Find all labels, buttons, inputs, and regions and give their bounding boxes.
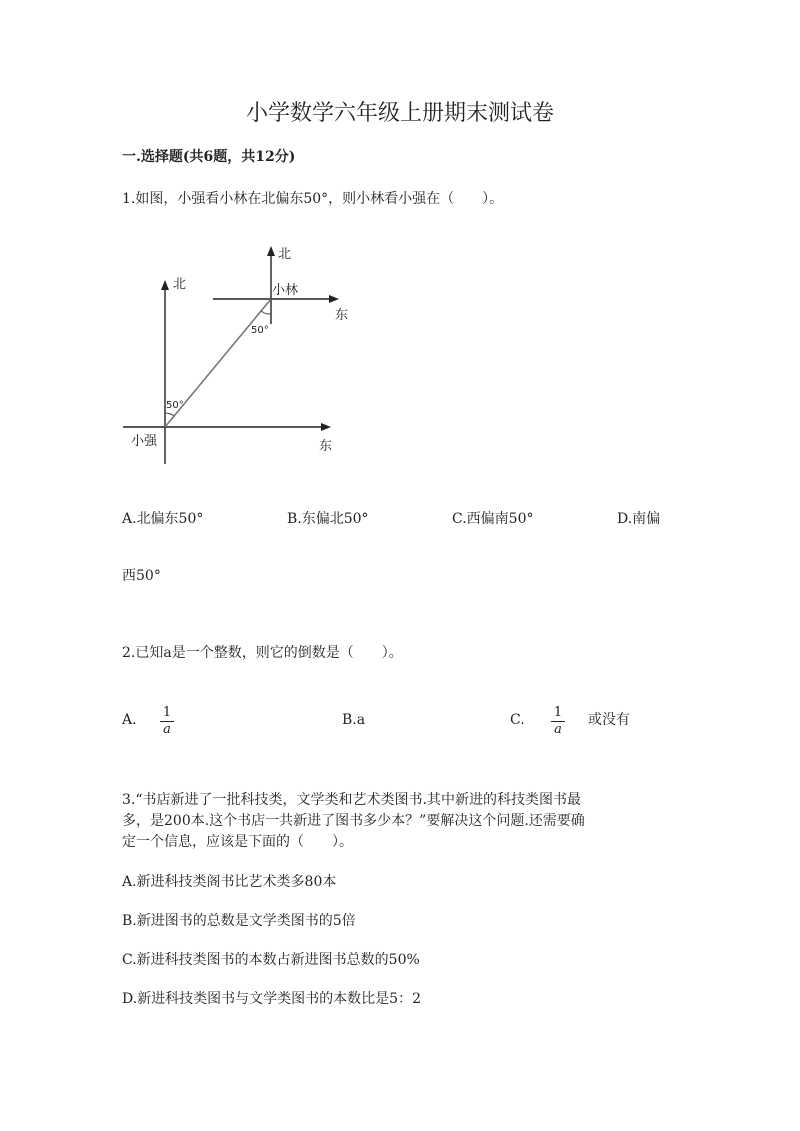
question-1-stem: 1.如图，小强看小林在北偏东50°，则小林看小强在（ ）。: [122, 191, 504, 207]
question-3-stem-line-2: 多，是200本.这个书店一共新进了图书多少本？”要解决这个问题.还需要确: [122, 813, 585, 829]
angle-arc-bottom: [165, 413, 174, 416]
q2-option-a-label[interactable]: A.: [122, 712, 137, 728]
angle-arc-top: [261, 311, 271, 314]
right-east-arrow: [329, 295, 339, 303]
left-north-arrow: [161, 280, 169, 290]
label-angle-top: 50°: [251, 325, 269, 336]
right-north-arrow: [267, 246, 275, 256]
fraction-numerator: 1: [162, 705, 172, 720]
q3-option-a[interactable]: A.新进科技类阁书比艺术类多80本: [122, 874, 337, 890]
q3-option-d[interactable]: D.新进科技类图书与文学类图书的本数比是5：2: [122, 991, 421, 1007]
label-xiaoqiang: 小强: [131, 434, 158, 449]
question-3-stem-line-1: 3.“书店新进了一批科技类，文学类和艺术类图书.其中新进的科技类图书最: [122, 792, 581, 808]
fraction-denominator: a: [163, 722, 171, 737]
page-title: 小学数学六年级上册期末测试卷: [245, 101, 554, 126]
fraction-denominator: a: [554, 722, 562, 737]
q1-option-d-continued: 西50°: [122, 568, 161, 584]
question-3-stem-line-3: 定一个信息，应该是下面的（ ）。: [122, 834, 353, 850]
label-angle-bottom: 50°: [166, 400, 184, 411]
left-east-arrow: [321, 423, 331, 431]
label-north-right: 北: [278, 247, 292, 262]
q1-option-b[interactable]: B.东偏北50°: [287, 511, 369, 527]
q1-option-c[interactable]: C.西偏南50°: [452, 511, 534, 527]
q2-option-c-fraction: [551, 706, 565, 737]
question-2-stem: 2.已知a是一个整数，则它的倒数是（ ）。: [122, 645, 403, 661]
fraction-numerator: 1: [553, 705, 563, 720]
q2-option-a-fraction: [160, 706, 174, 737]
direction-diagram: [115, 238, 365, 470]
section-heading: 一.选择题(共6题，共12分): [122, 149, 296, 165]
label-north-left: 北: [173, 277, 187, 292]
label-xiaolin: 小林: [272, 283, 299, 298]
q1-option-a[interactable]: A.北偏东50°: [122, 511, 204, 527]
q2-option-b[interactable]: B.a: [342, 712, 366, 728]
q2-option-c-label[interactable]: C.: [510, 712, 525, 728]
q2-option-c-suffix: 或没有: [588, 712, 630, 728]
q3-option-c[interactable]: C.新进科技类图书的本数占新进图书总数的50%: [122, 952, 420, 968]
q1-option-d[interactable]: D.南偏: [617, 511, 661, 527]
label-east-right: 东: [335, 308, 349, 323]
label-east-left: 东: [319, 439, 333, 454]
q3-option-b[interactable]: B.新进图书的总数是文学类图书的5倍: [122, 913, 356, 929]
